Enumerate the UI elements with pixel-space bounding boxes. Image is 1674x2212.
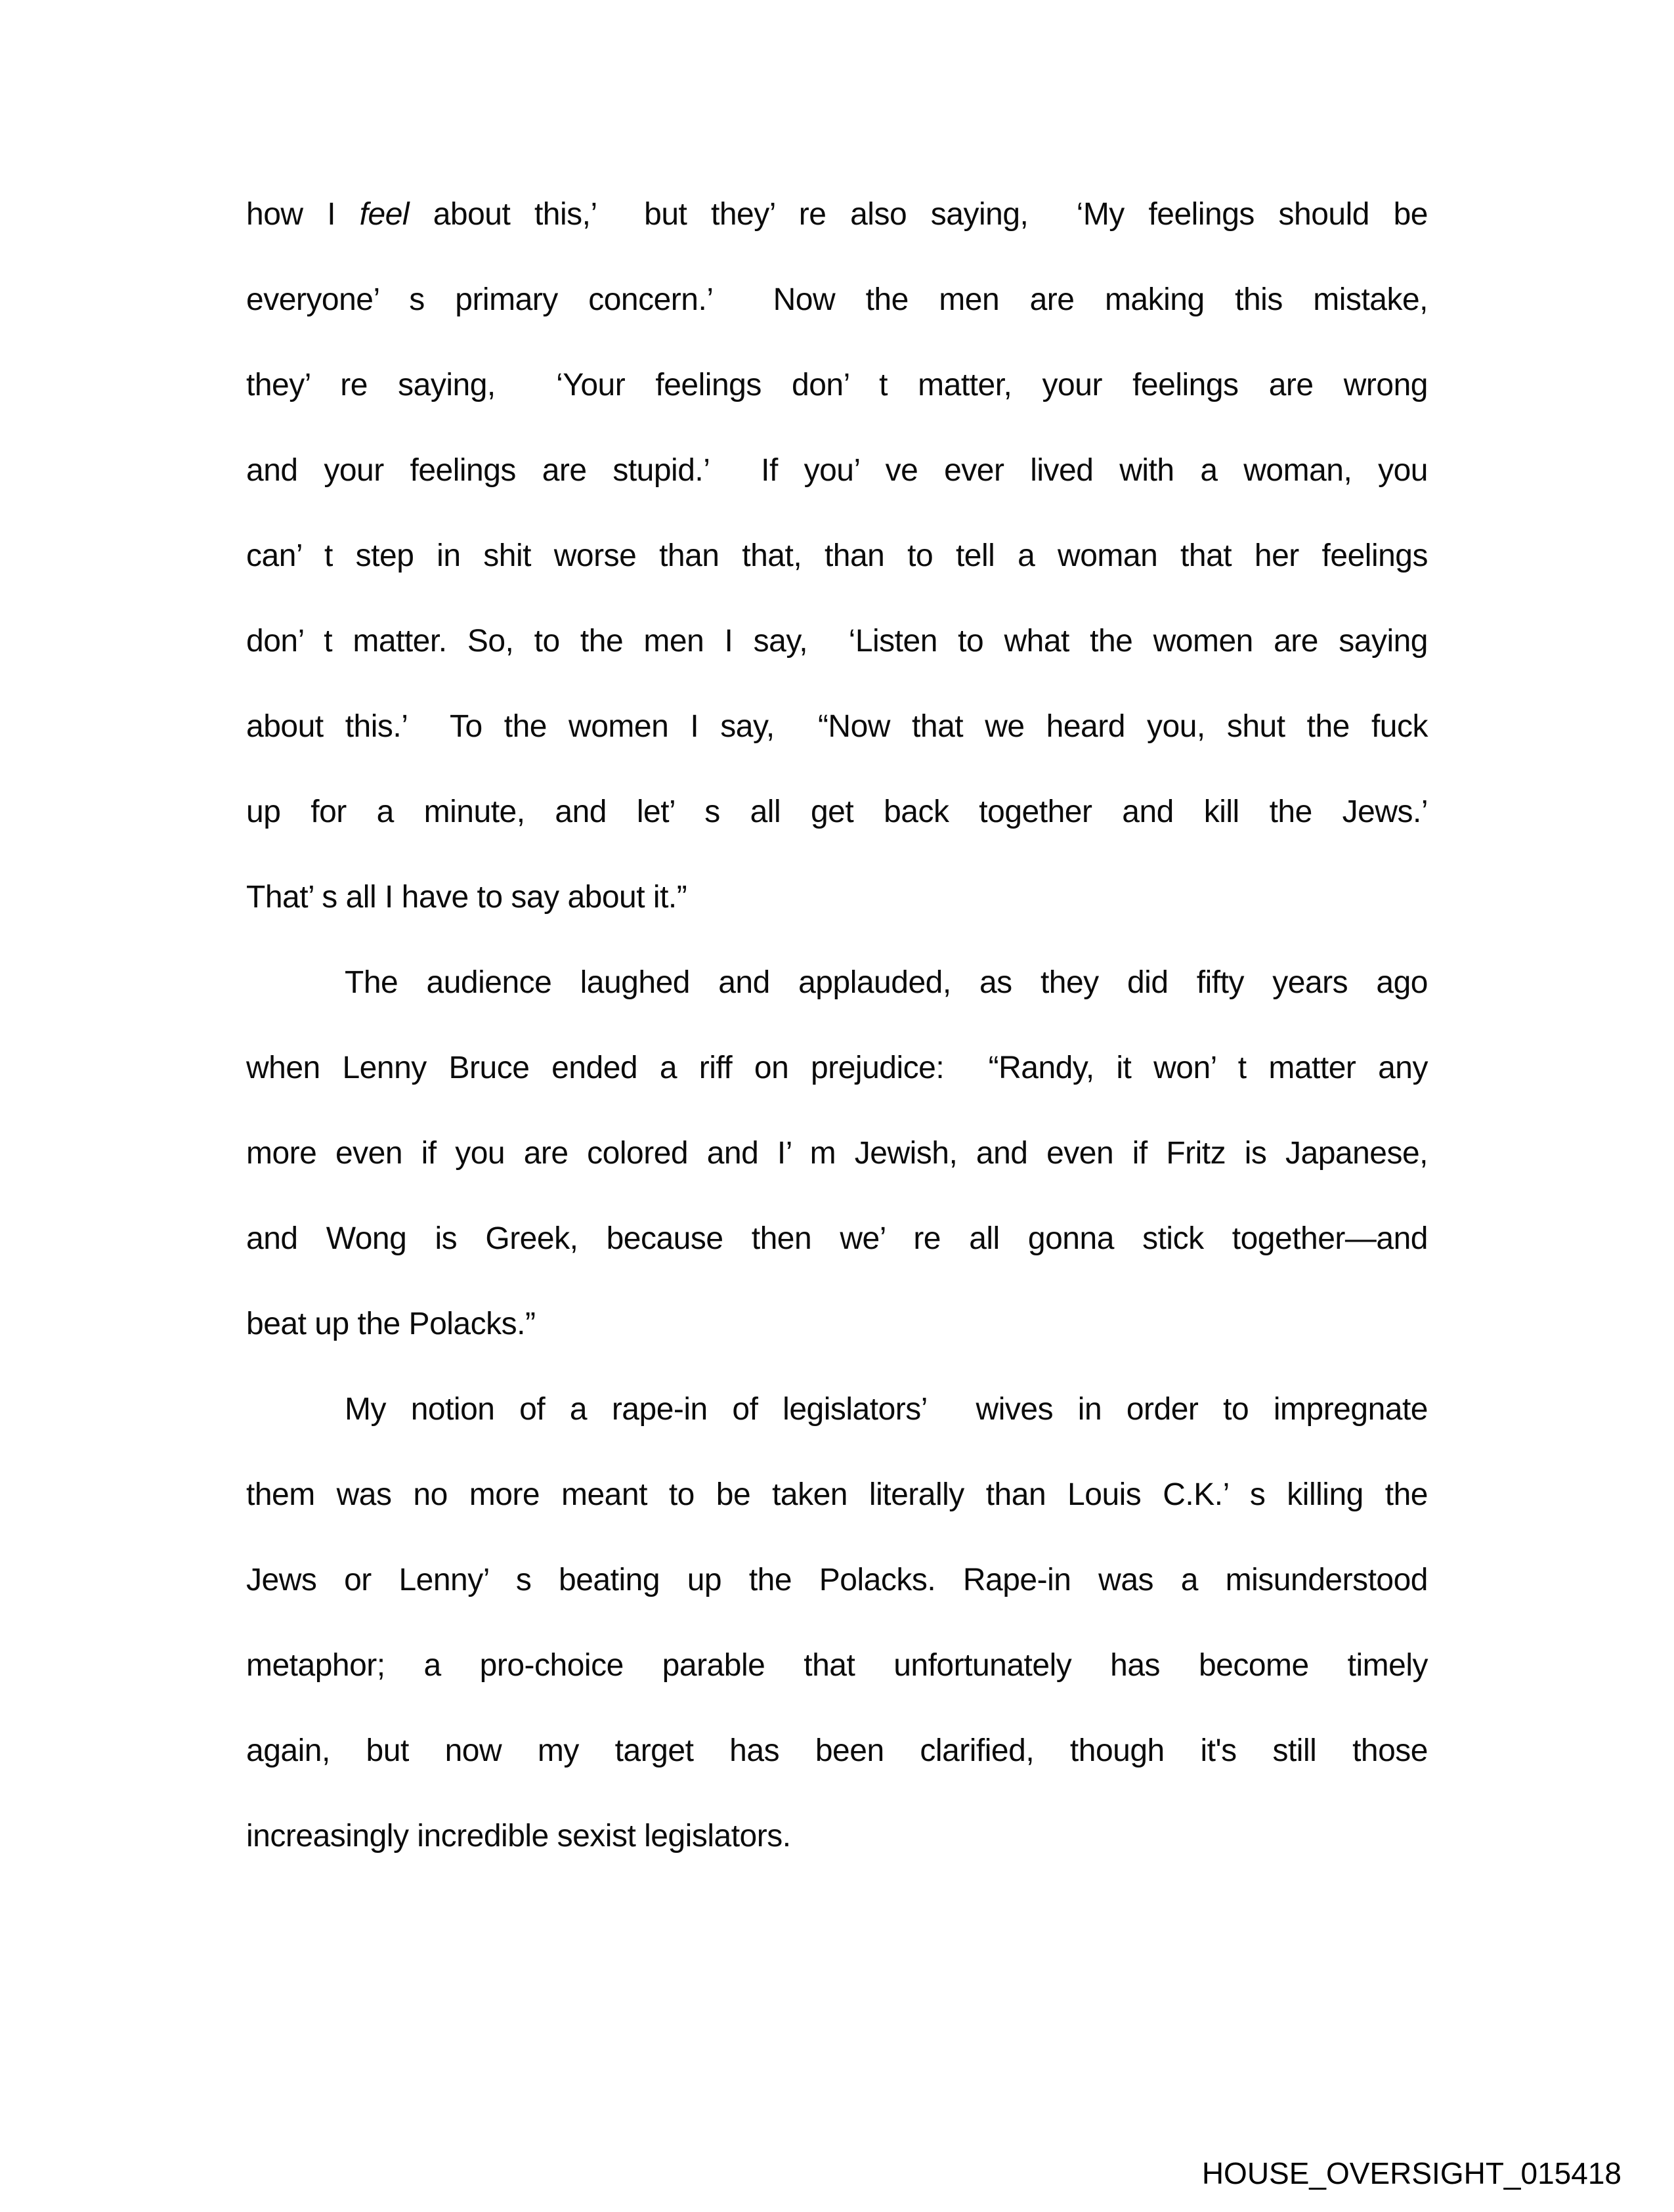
- text-segment: beat up the Polacks.”: [246, 1307, 536, 1341]
- text-line: [246, 1196, 1428, 1282]
- text-line: [246, 1282, 1428, 1367]
- text-segment: when Lenny Bruce ended a riff on prejudice: “Randy, it won’ t matter any: [246, 1051, 1428, 1085]
- text-line: [246, 513, 1428, 599]
- text-segment: them was no more meant to be taken literally than Louis C.K.’ s killing the: [246, 1477, 1428, 1512]
- text-line: [246, 1794, 1428, 1879]
- text-segment: don’ t matter. So, to the men I say, ‘Listen to what the women are saying: [246, 624, 1428, 659]
- text-line: [246, 684, 1428, 770]
- text-segment: and your feelings are stupid.’ If you’ ve ever lived with a woman, you: [246, 453, 1428, 488]
- text-segment: about this.’ To the women I say, “Now that we heard you, shut the fuck: [246, 709, 1428, 744]
- document-body: [246, 172, 1428, 1879]
- text-line: [246, 940, 1428, 1026]
- text-segment: and Wong is Greek, because then we’ re all gonna stick together—and: [246, 1221, 1428, 1256]
- text-line: [246, 1026, 1428, 1111]
- text-line: [246, 770, 1428, 855]
- italic-text-segment: feel: [359, 197, 410, 232]
- text-line: [246, 257, 1428, 343]
- text-line: [246, 343, 1428, 428]
- text-line: [246, 1367, 1428, 1452]
- text-line: [246, 172, 1428, 257]
- text-segment: they’ re saying, ‘Your feelings don’ t matter, your feelings are wrong: [246, 368, 1428, 402]
- paragraph: [246, 172, 1428, 940]
- text-line: [246, 428, 1428, 513]
- text-line: [246, 1111, 1428, 1196]
- text-segment: metaphor; a pro-choice parable that unfortunately has become timely: [246, 1648, 1428, 1683]
- paragraph: [246, 940, 1428, 1367]
- text-segment: That’ s all I have to say about it.”: [246, 880, 687, 915]
- text-segment: can’ t step in shit worse than that, than to tell a woman that her feelings: [246, 538, 1428, 573]
- text-line: [246, 1452, 1428, 1538]
- text-segment: about this,’ but they’ re also saying, ‘My feelings should be: [409, 197, 1428, 232]
- paragraph: [246, 1367, 1428, 1879]
- text-line: [246, 1538, 1428, 1623]
- text-segment: increasingly incredible sexist legislators.: [246, 1819, 791, 1854]
- text-segment: again, but now my target has been clarified, though it's still those: [246, 1733, 1428, 1768]
- text-segment: everyone’ s primary concern.’ Now the men are making this mistake,: [246, 282, 1428, 317]
- text-segment: more even if you are colored and I’ m Jewish, and even if Fritz is Japanese,: [246, 1136, 1428, 1171]
- text-line: [246, 599, 1428, 684]
- bates-number: HOUSE_OVERSIGHT_015418: [1201, 2156, 1621, 2190]
- text-line: [246, 1708, 1428, 1794]
- text-segment: The audience laughed and applauded, as they did fifty years ago: [345, 965, 1428, 1000]
- text-segment: My notion of a rape-in of legislators’ wives in order to impregnate: [345, 1392, 1428, 1427]
- text-segment: Jews or Lenny’ s beating up the Polacks. Rape-in was a misunderstood: [246, 1563, 1428, 1597]
- text-segment: up for a minute, and let’ s all get back together and kill the Jews.’: [246, 794, 1428, 829]
- text-line: [246, 1623, 1428, 1708]
- text-line: [246, 855, 1428, 940]
- text-segment: how I: [246, 197, 360, 232]
